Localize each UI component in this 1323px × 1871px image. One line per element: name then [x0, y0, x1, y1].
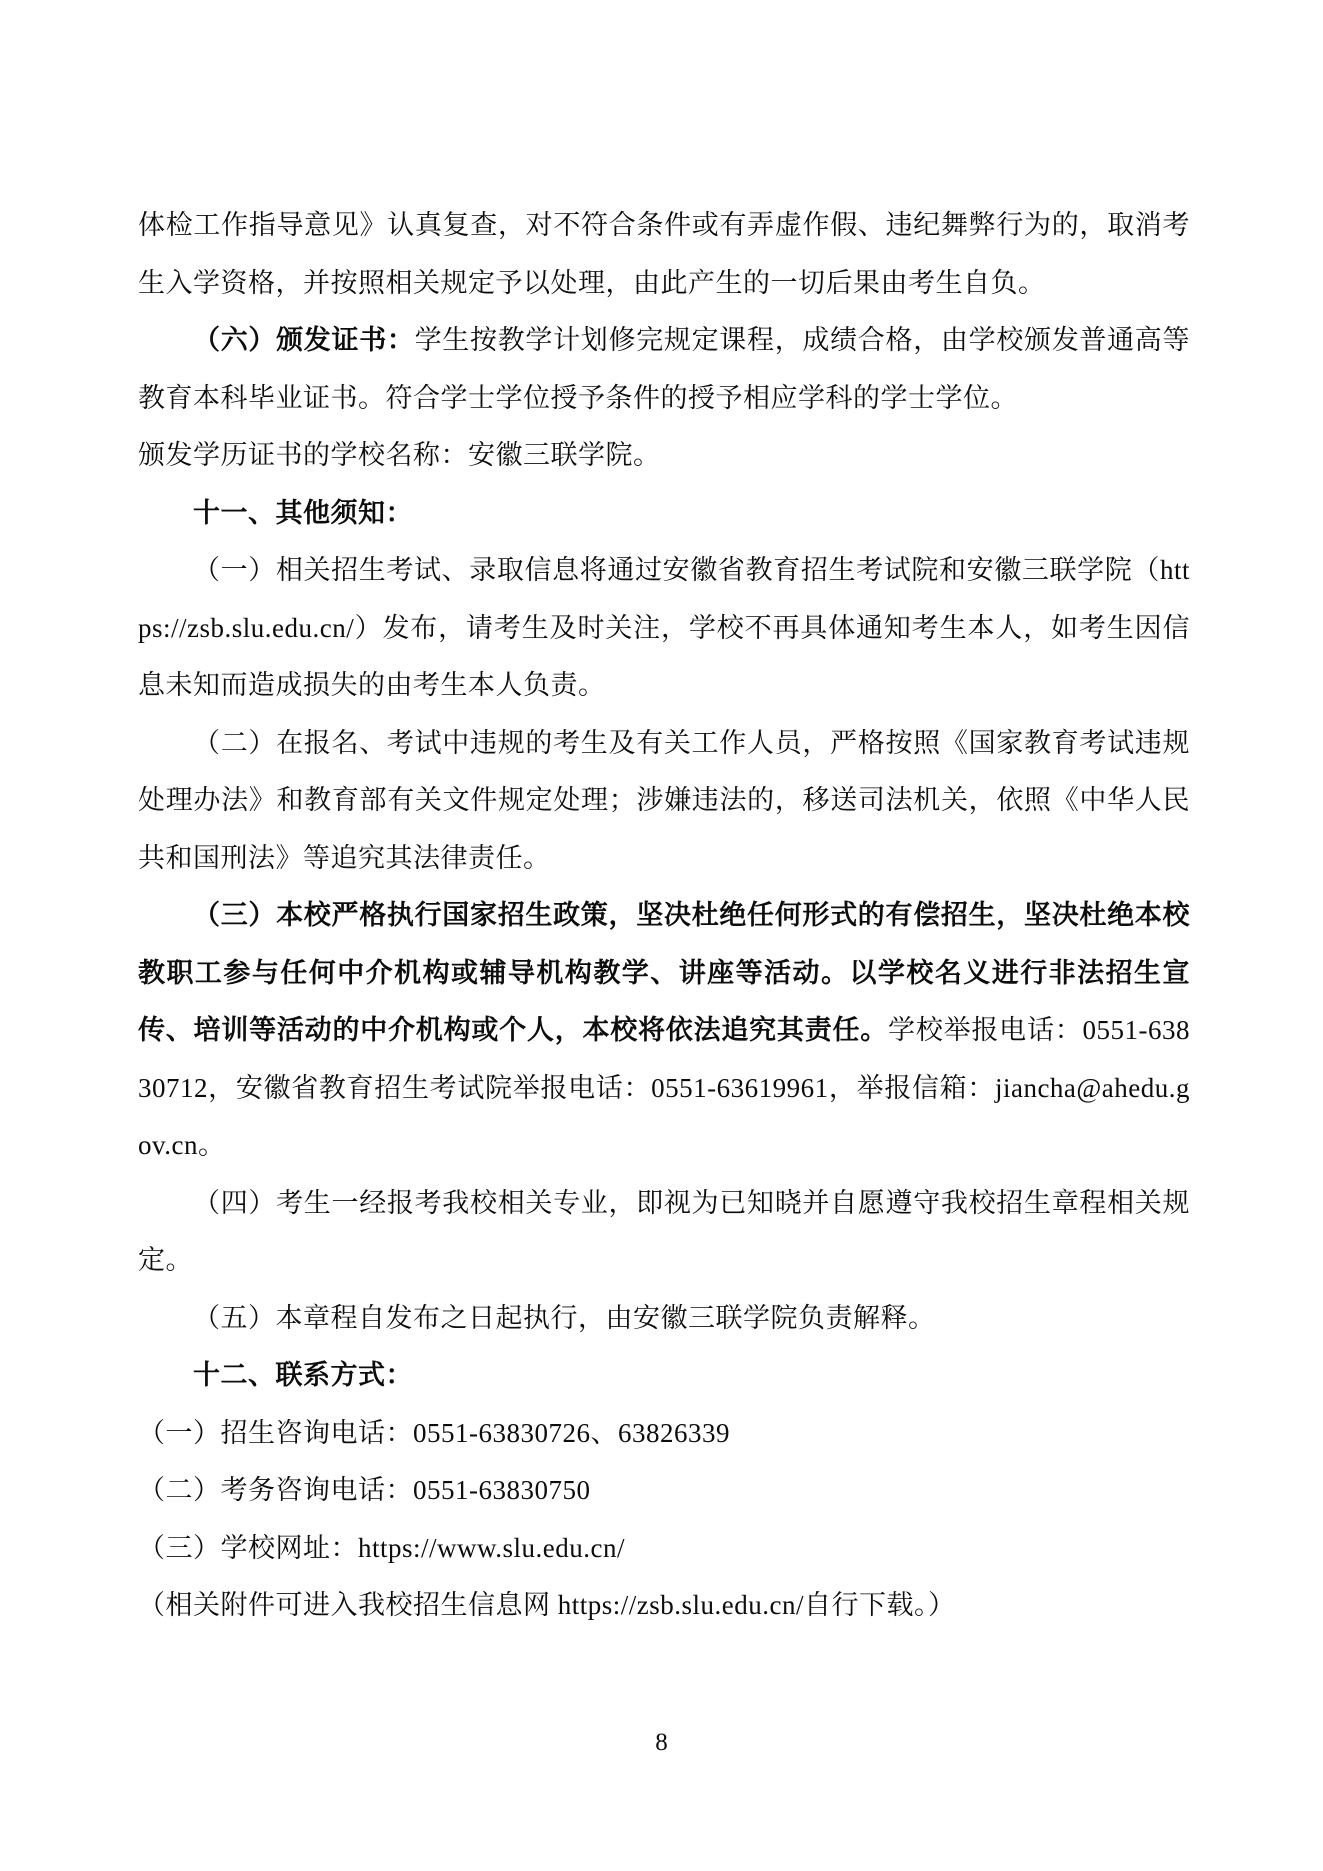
- contact-exam-phone: [138, 1462, 1190, 1520]
- note-attachments-download: [138, 1577, 1190, 1635]
- para-text: 体检工作指导意见》认真复查，对不符合条件或有弄虚作假、违纪舞弊行为的，取消考生入学资格，并按照相关规定予以处理，由此产生的一切后果由考生自负。: [138, 210, 1190, 298]
- para-11-1-info-release: [138, 542, 1190, 715]
- para-text: 学校举报电话：0551-63830712，安徽省教育招生考试院举报电话：0551-63619961，举报信箱：jiancha@ahedu.gov.cn。: [138, 1015, 1190, 1160]
- para-text: （五）本章程自发布之日起执行，由安徽三联学院负责解释。: [193, 1302, 936, 1333]
- para-recheck-continuation: [138, 197, 1190, 312]
- para-text: （四）考生一经报考我校相关专业，即视为已知晓并自愿遵守我校招生章程相关规定。: [138, 1187, 1190, 1275]
- para-text: （一）招生咨询电话：0551-63830726、63826339: [138, 1417, 730, 1448]
- para-text: （二）在报名、考试中违规的考生及有关工作人员，严格按照《国家教育考试违规处理办法》和教育部有关文件规定处理；涉嫌违法的，移送司法机关，依照《中华人民共和国刑法》等追究其法律责任。: [138, 727, 1190, 873]
- para-bold-lead: （六）颁发证书：: [193, 325, 415, 355]
- document-body: [138, 197, 1190, 1635]
- heading-text: 十二、联系方式：: [193, 1360, 413, 1390]
- para-certificate-issuance: [138, 312, 1190, 427]
- para-text: 学生按教学计划修完规定课程，成绩合格，由学校颁发普通高等教育本科毕业证书。符合学士学位授予条件的授予相应学科的学士学位。: [138, 325, 1191, 413]
- para-11-2-violations: [138, 715, 1190, 888]
- page-number: 8: [655, 1729, 668, 1756]
- para-text: 颁发学历证书的学校名称：安徽三联学院。: [138, 440, 661, 470]
- contact-website: [138, 1520, 1190, 1578]
- heading-section-11: [138, 485, 1190, 543]
- para-text: （一）相关招生考试、录取信息将通过安徽省教育招生考试院和安徽三联学院（https://zsb.slu.edu.cn/）发布，请考生及时关注，学校不再具体通知考生本人，如考生因信息未知而造成损失的由考生本人负责。: [138, 555, 1190, 700]
- para-degree-school-name: [138, 427, 1190, 485]
- para-11-3-anti-paid-recruitment: [138, 887, 1190, 1175]
- para-11-4-acknowledgement: [138, 1175, 1190, 1290]
- para-text: （二）考务咨询电话：0551-63830750: [138, 1475, 591, 1505]
- heading-text: 十一、其他须知：: [193, 497, 413, 528]
- heading-section-12: [138, 1347, 1190, 1405]
- para-bold-lead: （三）本校严格执行国家招生政策，坚决杜绝任何形式的有偿招生，坚决杜绝本校教职工参与任何中介机构或辅导机构教学、讲座等活动。以学校名义进行非法招生宣传、培训等活动的中介机构或个人，本校将依法追究其责任。: [138, 900, 1190, 1045]
- para-11-5-effective-date: [138, 1290, 1190, 1348]
- contact-admission-phone: [138, 1405, 1190, 1463]
- para-text: （三）学校网址：https://www.slu.edu.cn/: [138, 1532, 625, 1563]
- para-text: （相关附件可进入我校招生信息网 https://zsb.slu.edu.cn/自行下载。）: [138, 1590, 956, 1620]
